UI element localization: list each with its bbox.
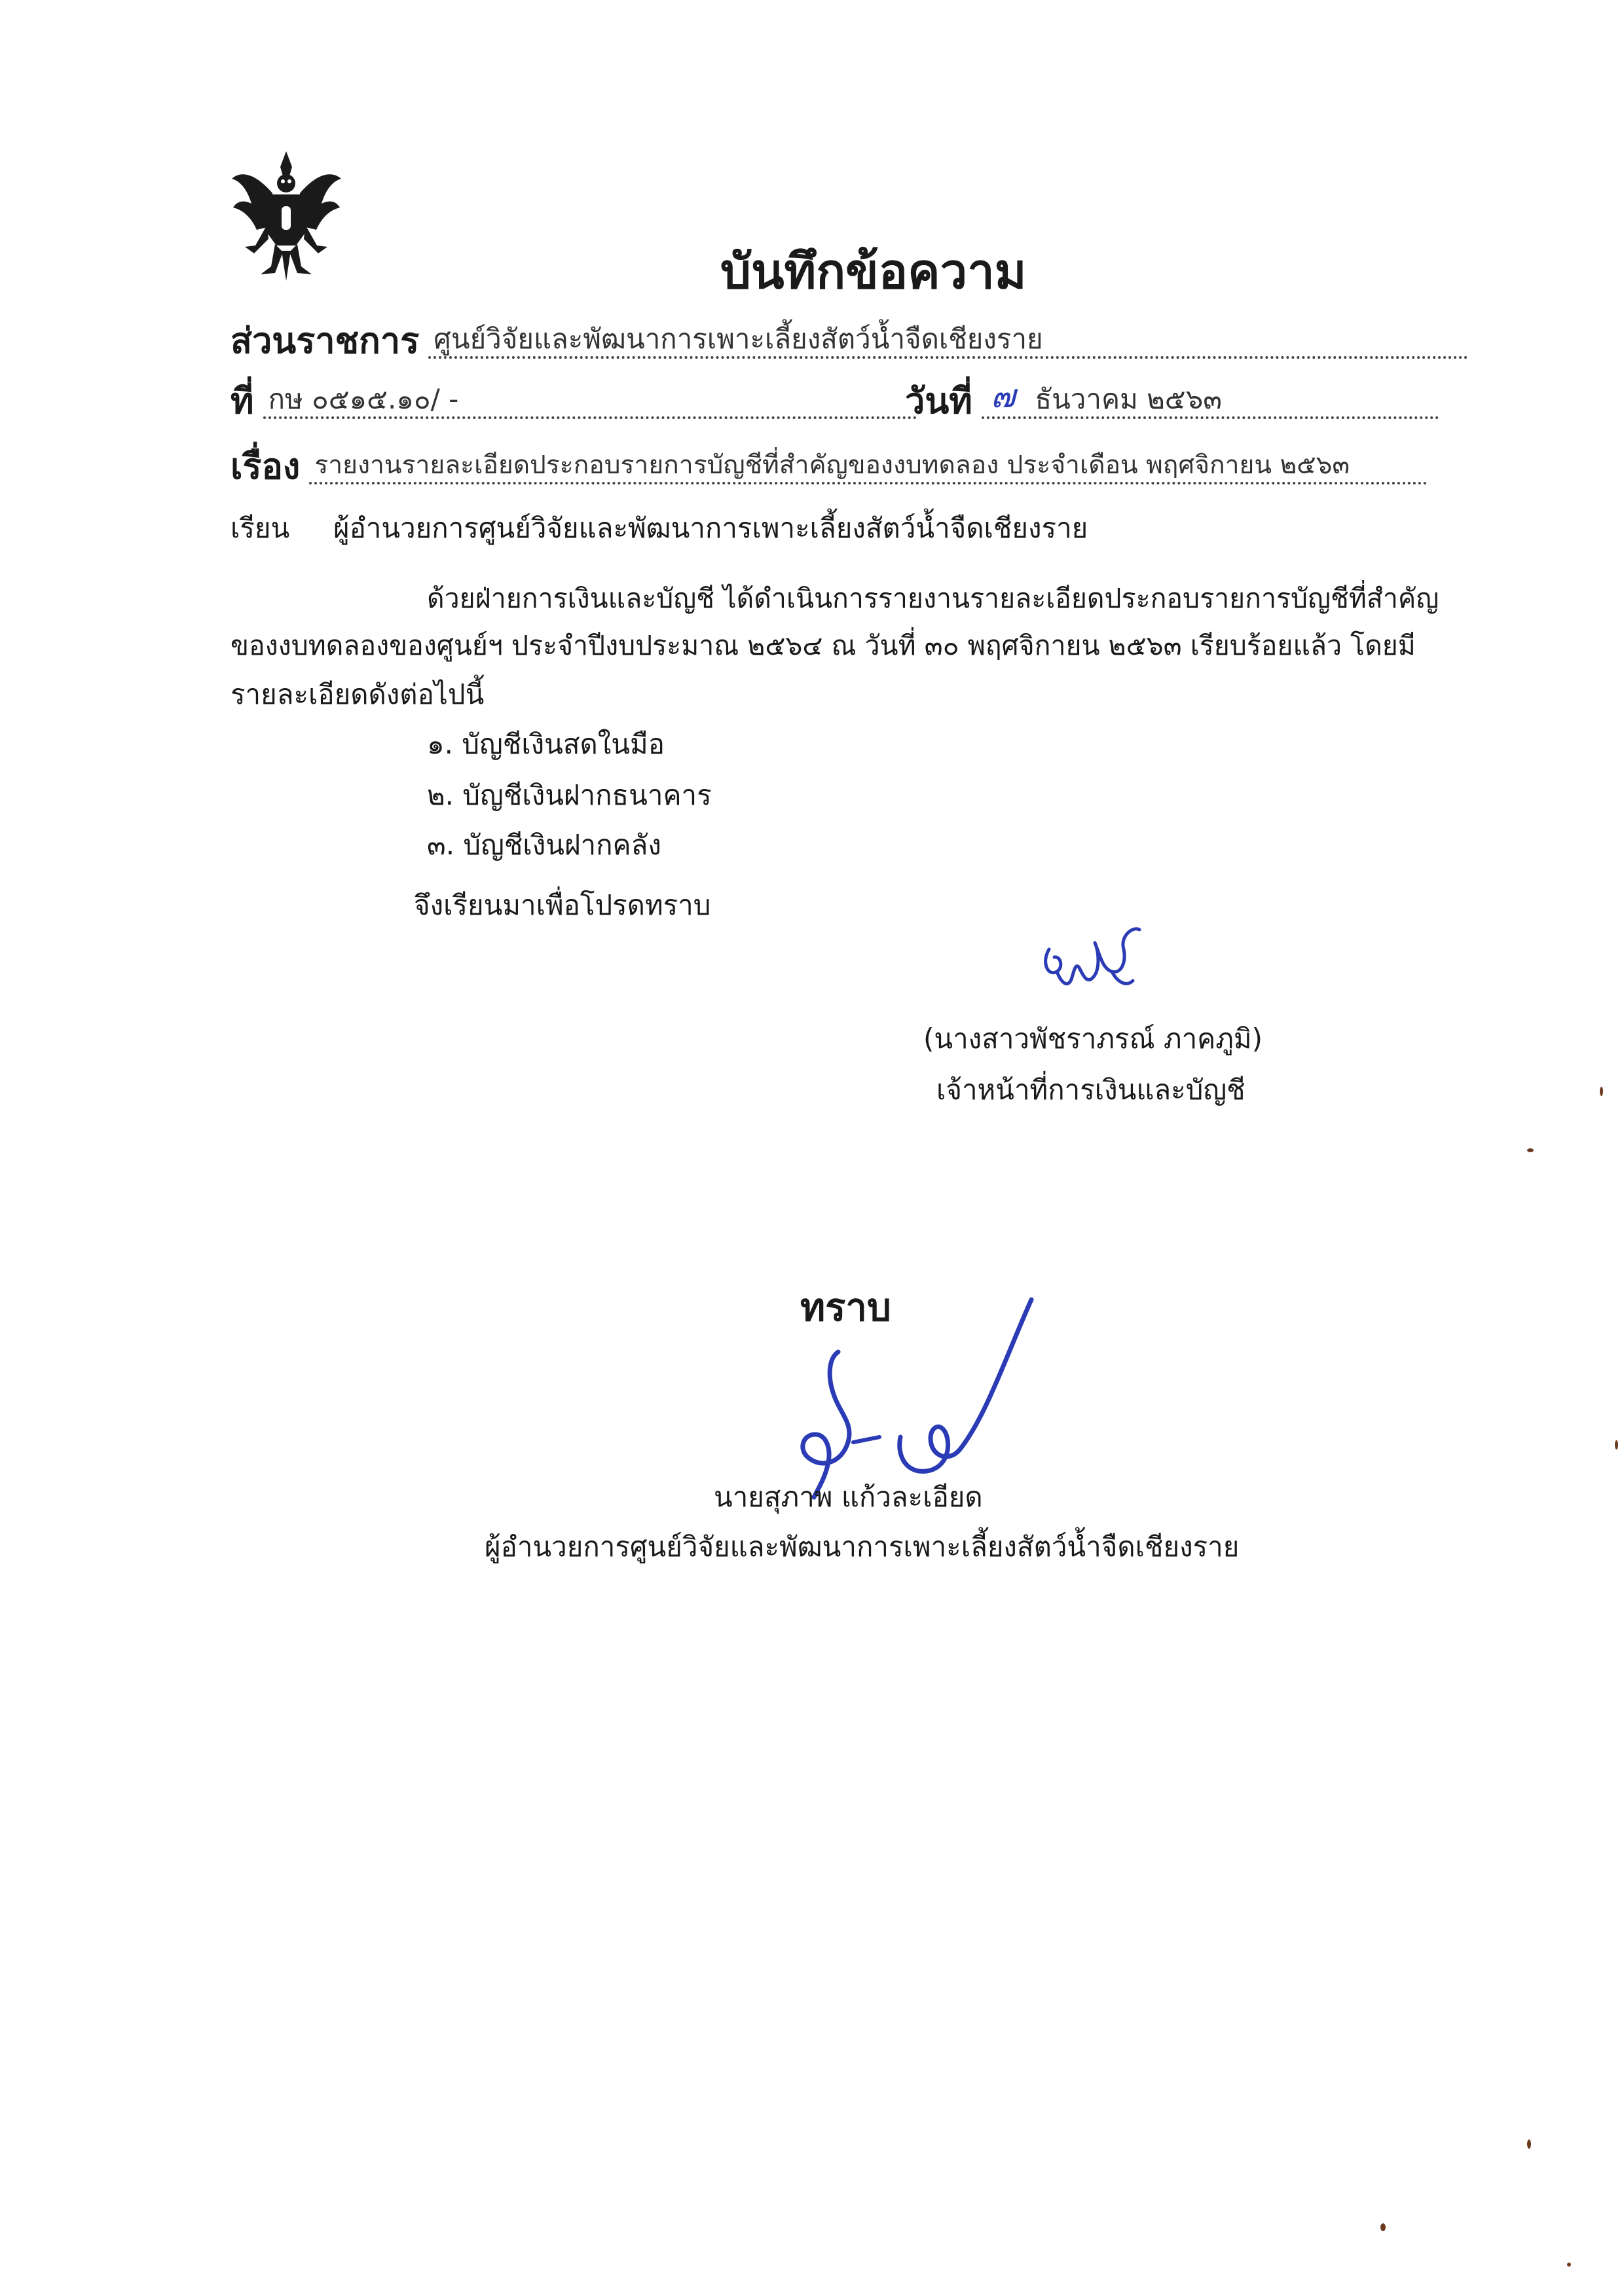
officer-signature-icon — [1035, 917, 1146, 1002]
director-position: ผู้อำนวยการศูนย์วิจัยและพัฒนาการเพาะเลี้ยงสัตว์น้ำจืดเชียงราย — [485, 1531, 1240, 1563]
salutation-recipient: ผู้อำนวยการศูนย์วิจัยและพัฒนาการเพาะเลี้ยงสัตว์น้ำจืดเชียงราย — [333, 512, 1088, 544]
list-item: ๒. บัญชีเงินฝากธนาคาร — [427, 779, 712, 811]
scan-speck — [1380, 2223, 1386, 2231]
officer-name: (นางสาวพัชราภรณ์ ภาคภูมิ) — [923, 1023, 1263, 1055]
agency-label: ส่วนราชการ — [231, 320, 420, 361]
paragraph-line-1: ด้วยฝ่ายการเงินและบัญชี ได้ดำเนินการรายงานรายละเอียดประกอบรายการบัญชีที่สำคัญ — [427, 583, 1439, 614]
officer-position: เจ้าหน้าที่การเงินและบัญชี — [936, 1074, 1246, 1106]
ref-value: กษ ๐๕๑๕.๑๐/ - — [263, 380, 917, 419]
date-value — [982, 376, 1439, 419]
acknowledge-word: ทราบ — [800, 1285, 891, 1330]
agency-value: ศูนย์วิจัยและพัฒนาการเพาะเลี้ยงสัตว์น้ำจืดเชียงราย — [428, 319, 1468, 359]
reference-line — [231, 380, 917, 422]
date-month-year: ธันวาคม ๒๕๖๓ — [1035, 382, 1222, 415]
paragraph-line-2: ของงบทดลองของศูนย์ฯ ประจำปีงบประมาณ ๒๕๖๔ ณ วันที่ ๓๐ พฤศจิกายน ๒๕๖๓ เรียบร้อยแล้ว โดยมี — [231, 630, 1416, 661]
scan-speck — [1527, 2140, 1531, 2149]
paragraph-line-3: รายละเอียดดังต่อไปนี้ — [231, 678, 485, 710]
director-signature-icon — [776, 1286, 1051, 1503]
memo-title: บันทึกข้อความ — [720, 244, 1027, 300]
salutation — [231, 512, 1088, 545]
director-name: นายสุภาพ แก้วละเอียด — [714, 1481, 983, 1513]
subject-value: รายงานรายละเอียดประกอบรายการบัญชีที่สำคัญของงบทดลอง ประจำเดือน พฤศจิกายน ๒๕๖๓ — [309, 445, 1428, 484]
closing-line: จึงเรียนมาเพื่อโปรดทราบ — [414, 889, 711, 921]
garuda-emblem-icon — [229, 147, 344, 282]
subject-line — [231, 445, 1428, 487]
date-line — [905, 376, 1439, 422]
salutation-label: เรียน — [231, 512, 290, 544]
ref-label: ที่ — [231, 380, 254, 422]
scan-speck — [1527, 1148, 1534, 1152]
scan-speck — [1600, 1087, 1603, 1096]
agency-line — [231, 319, 1468, 359]
subject-label: เรื่อง — [231, 446, 301, 487]
scan-speck — [1615, 1440, 1618, 1449]
scan-speck — [1567, 2263, 1571, 2267]
list-item: ๑. บัญชีเงินสดในมือ — [427, 728, 665, 760]
list-item: ๓. บัญชีเงินฝากคลัง — [427, 829, 661, 861]
date-day: ๗ — [990, 376, 1016, 415]
date-label: วันที่ — [905, 380, 972, 422]
